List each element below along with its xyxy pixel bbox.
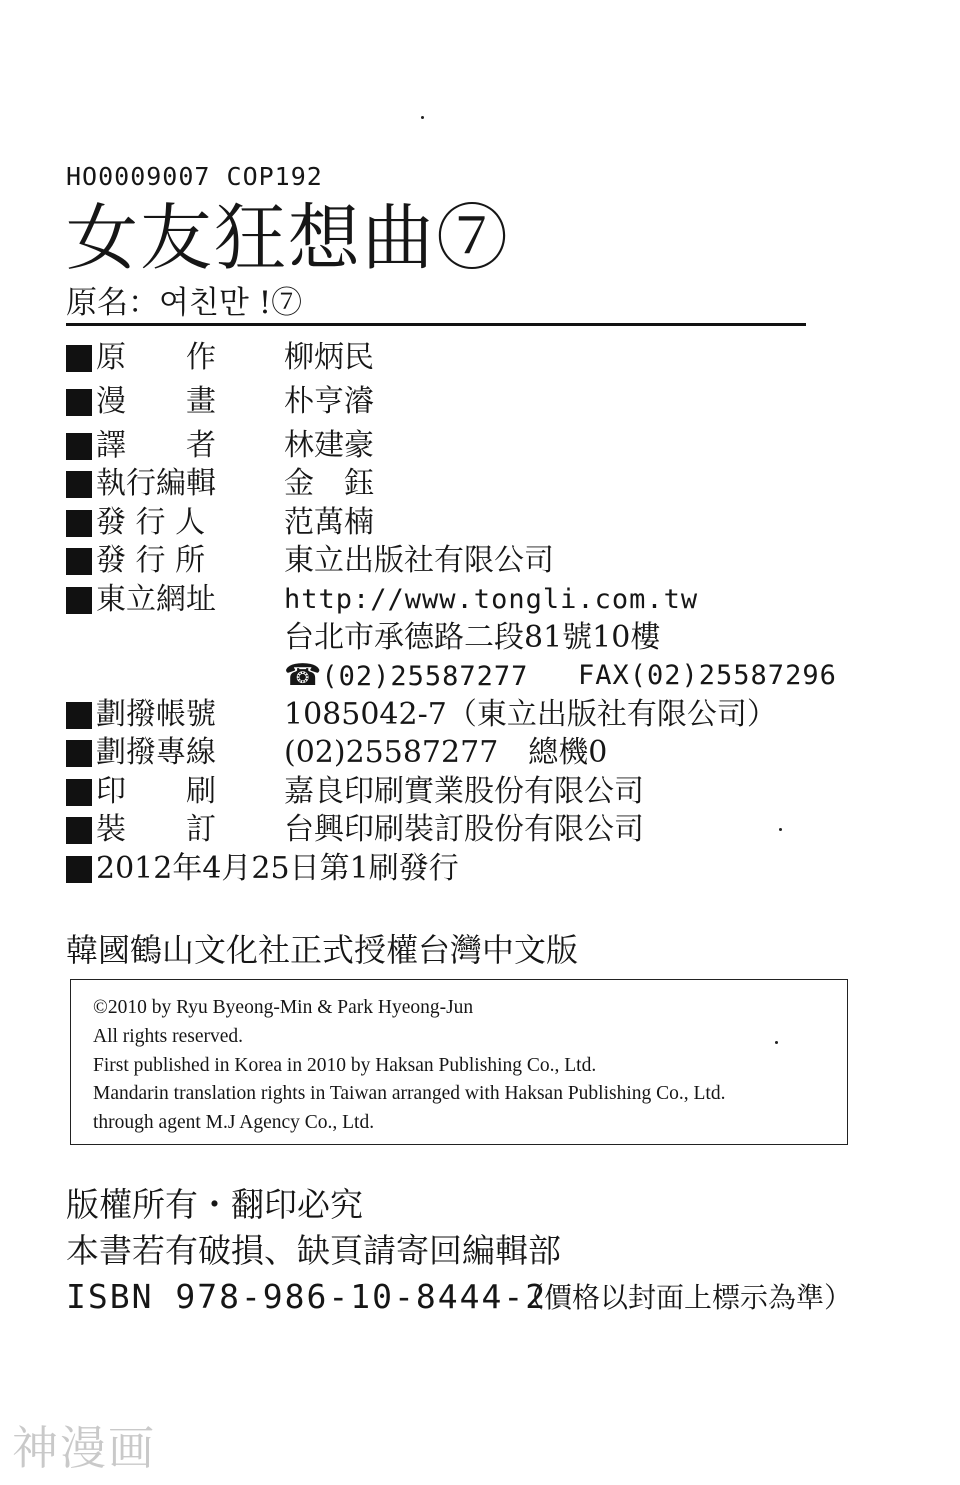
credit-label: 漫 畫 [96, 384, 216, 419]
phone-number: ☎(02)25587277 [284, 658, 529, 693]
copyright-line: All rights reserved. [93, 1026, 244, 1047]
price-note: （價格以封面上標示為準） [516, 1281, 853, 1314]
title-divider [66, 323, 806, 326]
publish-date: 2012年4月25日第1刷發行 [96, 851, 459, 886]
telephone-icon: ☎ [284, 658, 322, 693]
credit-value: 嘉良印刷實業股份有限公司 [284, 774, 644, 809]
credit-label: 裝 訂 [96, 812, 216, 847]
credit-label: 原 作 [96, 340, 216, 375]
book-title: 女友狂想曲⑦ [66, 196, 511, 280]
credit-label: 劃撥專線 [96, 735, 216, 770]
copyright-line: Mandarin translation rights in Taiwan arranged with Haksan Publishing Co., Ltd. [93, 1083, 726, 1104]
isbn-number: ISBN 978-986-10-8444-2 [66, 1277, 548, 1316]
credit-value: 東立出版社有限公司 [284, 543, 554, 578]
damage-notice: 本書若有破損、缺頁請寄回編輯部 [66, 1231, 561, 1270]
credit-value: 1085042-7（東立出版社有限公司） [284, 697, 777, 732]
square-bullet-icon [66, 433, 92, 460]
original-title: 原名：여친만 !⑦ [66, 285, 303, 321]
square-bullet-icon [66, 510, 92, 537]
credit-label: 劃撥帳號 [96, 697, 216, 732]
rights-reserved: 版權所有・翻印必究 [66, 1185, 363, 1224]
authorization-statement: 韓國鶴山文化社正式授權台灣中文版 [66, 931, 579, 969]
credit-value: 林建豪 [284, 428, 374, 463]
credit-label: 譯 者 [96, 428, 216, 463]
copyright-line: ©2010 by Ryu Byeong-Min & Park Hyeong-Jun [93, 997, 474, 1018]
fax-number: FAX(02)25587296 [578, 660, 837, 691]
product-code: HO0009007 COP192 [66, 162, 323, 191]
credit-value: 范萬楠 [284, 505, 374, 540]
square-bullet-icon [66, 779, 92, 806]
street-address: 台北市承德路二段81號10樓 [284, 620, 661, 655]
copyright-line: through agent M.J Agency Co., Ltd. [93, 1112, 375, 1133]
square-bullet-icon [66, 345, 92, 372]
copyright-line: First published in Korea in 2010 by Haksan Publishing Co., Ltd. [93, 1055, 597, 1076]
square-bullet-icon [66, 740, 92, 767]
credit-label: 東立網址 [96, 582, 216, 617]
speck-mark [421, 116, 424, 119]
square-bullet-icon [66, 817, 92, 844]
credit-value: 朴亨濬 [284, 384, 374, 419]
credit-value: 柳炳民 [284, 340, 374, 375]
square-bullet-icon [66, 389, 92, 416]
square-bullet-icon [66, 856, 92, 883]
square-bullet-icon [66, 587, 92, 614]
credit-label: 發 行 所 [96, 543, 206, 578]
credit-value: 金 鈺 [284, 466, 374, 501]
credit-label: 印 刷 [96, 774, 216, 809]
credit-label: 發 行 人 [96, 505, 206, 540]
credit-value: 台興印刷裝訂股份有限公司 [284, 812, 644, 847]
website-url: http://www.tongli.com.tw [284, 584, 699, 615]
speck-mark [779, 828, 782, 831]
square-bullet-icon [66, 548, 92, 575]
copyright-box [70, 979, 848, 1145]
credit-label: 執行編輯 [96, 466, 216, 501]
square-bullet-icon [66, 471, 92, 498]
watermark-logo: 神漫画 [12, 1421, 156, 1475]
square-bullet-icon [66, 702, 92, 729]
credit-value: (02)25587277 總機0 [284, 735, 608, 770]
